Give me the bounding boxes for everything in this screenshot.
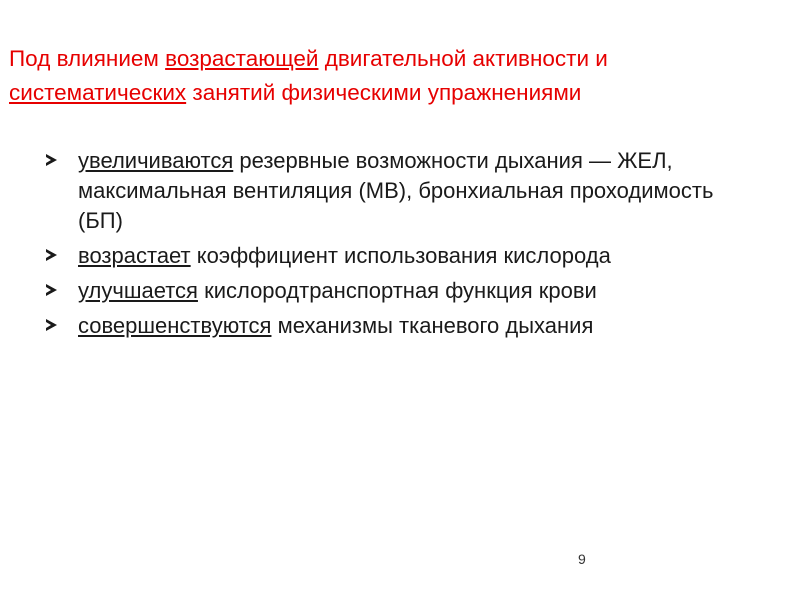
bullet-underlined-verb: возрастает [78, 243, 191, 268]
bullet-item-respiratory-reserve [44, 146, 764, 236]
slide-title [9, 42, 789, 110]
bullet-item-oxygen-transport [44, 276, 764, 306]
bullet-item-tissue-respiration [44, 311, 764, 341]
bullet-text: резервные возможности дыхания — ЖЕЛ, максимальная вентиляция (МВ), бронхиальная проходимость (БП) [78, 148, 714, 233]
bullet-item-oxygen-utilization [44, 241, 764, 271]
title-text-part-1: Под влиянием [9, 46, 166, 71]
arrowhead-bullet-icon [46, 319, 57, 331]
bullet-text: коэффициент использования кислорода [190, 243, 611, 268]
arrowhead-bullet-icon [46, 249, 57, 261]
title-text-part-2: двигательной активности и [318, 46, 608, 71]
bullet-list [44, 146, 764, 346]
bullet-text: механизмы тканевого дыхания [271, 313, 594, 338]
title-underlined-word-2: систематических [9, 80, 187, 105]
arrowhead-bullet-icon [46, 284, 57, 296]
title-text-part-3: занятий физическими упражнениями [186, 80, 582, 105]
bullet-underlined-verb: совершенствуются [78, 313, 272, 338]
bullet-underlined-verb: увеличиваются [78, 148, 234, 173]
title-underlined-word-1: возрастающей [165, 46, 319, 71]
bullet-underlined-verb: улучшается [78, 278, 198, 303]
page-number: 9 [578, 551, 586, 567]
bullet-text: кислородтранспортная функция крови [197, 278, 597, 303]
arrowhead-bullet-icon [46, 154, 57, 166]
